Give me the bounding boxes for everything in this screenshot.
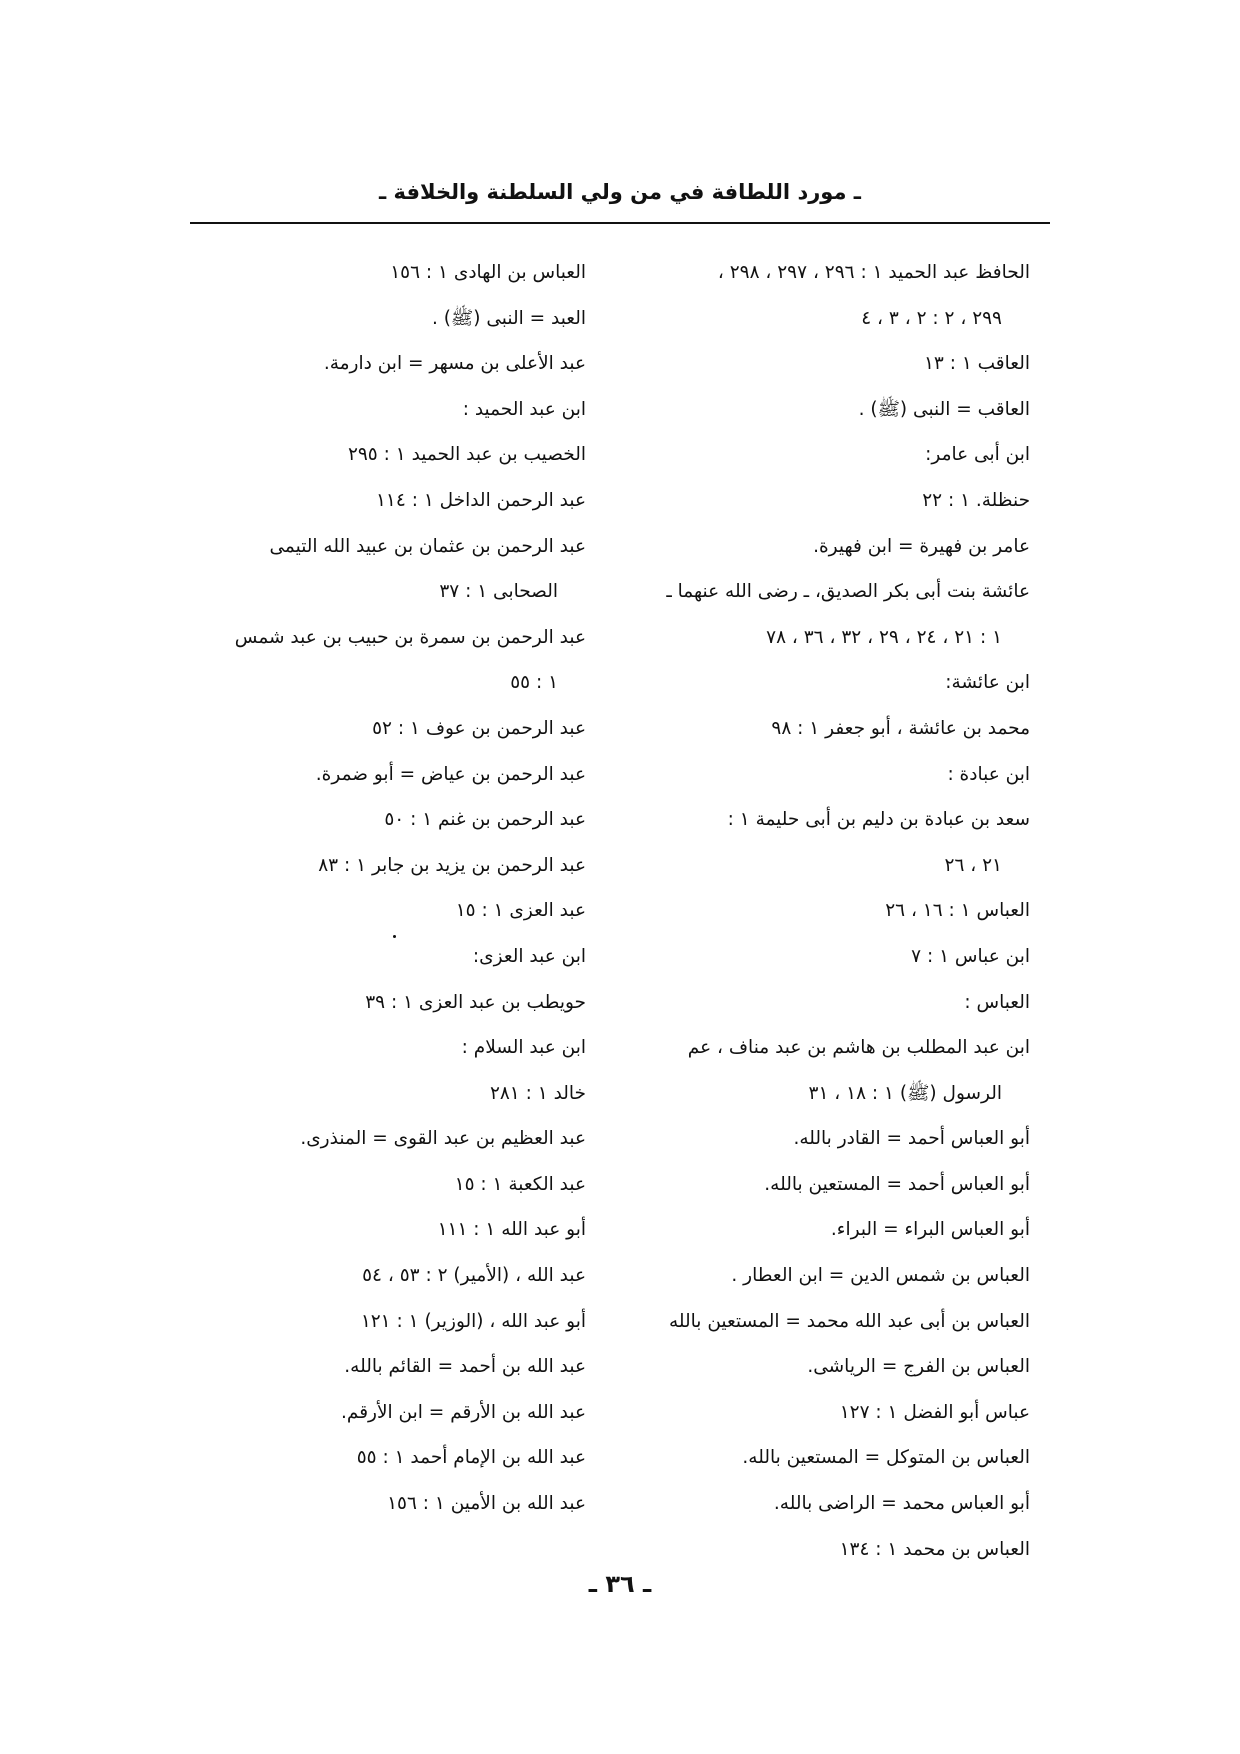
index-column-left [186,250,586,1527]
index-entry: ٢٩٩ ، ٢ : ٢ ، ٣ ، ٤ [861,307,1002,329]
index-entry: العاقب = النبى (ﷺ) . [858,398,1030,420]
index-entry: ابن عائشة: [945,672,1030,694]
index-entry: الحافظ عبد الحميد ١ : ٢٩٦ ، ٢٩٧ ، ٢٩٨ ، [717,262,1030,283]
index-entry: ابن عباس ١ : ٧ [911,945,1030,967]
page-number: ـ ٣٦ ـ [588,1570,652,1598]
index-entry: الرسول (ﷺ) ١ : ١٨ ، ٣١ [808,1082,1002,1104]
index-entry: الخصيب بن عبد الحميد ١ : ٢٩٥ [347,444,586,466]
index-entry: سعد بن عبادة بن دليم بن أبى حليمة ١ : [727,809,1030,831]
index-entry: عبد الرحمن بن عوف ١ : ٥٢ [372,717,586,739]
index-entry: ٢١ ، ٢٦ [944,854,1002,876]
index-entry: ١ : ٢١ ، ٢٤ ، ٢٩ ، ٣٢ ، ٣٦ ، ٧٨ [766,626,1002,648]
index-entry: عبد الله بن الأمين ١ : ١٥٦ [387,1493,586,1515]
index-entry: خالد ١ : ٢٨١ [489,1082,586,1104]
index-entry: حويطب بن عبد العزى ١ : ٣٩ [365,991,586,1013]
index-entry: العباس بن المتوكل = المستعين بالله. [742,1447,1030,1469]
index-entry: ابن عبد العزى: [472,945,586,967]
stray-dot [393,935,396,938]
index-entry: عائشة بنت أبى بكر الصديق، ـ رضى الله عنهما ـ [666,581,1030,603]
index-entry: عبد الرحمن الداخل ١ : ١١٤ [376,489,586,511]
index-entry: عبد الله بن أحمد = القائم بالله. [344,1356,586,1378]
index-entry: العباس : [964,991,1030,1013]
index-entry: عبد الرحمن بن يزيد بن جابر ١ : ٨٣ [318,854,586,876]
index-entry: الصحابى ١ : ٣٧ [439,581,558,603]
index-entry: أبو العباس أحمد = المستعين بالله. [764,1173,1030,1195]
index-entry: عبد العظيم بن عبد القوى = المنذرى. [300,1128,586,1150]
index-entry: حنظلة. ١ : ٢٢ [922,489,1030,511]
index-entry: عبد الرحمن بن عثمان بن عبيد الله التيمى [269,535,586,557]
index-entry: عبد الرحمن بن غنم ١ : ٥٠ [384,809,586,831]
index-entry: ١ : ٥٥ [510,672,558,694]
index-entry: أبو العباس البراء = البراء. [830,1219,1030,1241]
page-header-title: ـ مورد اللطافة في من ولي السلطنة والخلافة ـ [379,180,861,204]
index-entry: عبد الله بن الإمام أحمد ١ : ٥٥ [356,1447,586,1469]
index-entry: العبد = النبى (ﷺ) . [431,307,586,329]
index-entry: العاقب ١ : ١٣ [923,353,1030,375]
index-entry: عبد الله بن الأرقم = ابن الأرقم. [341,1401,586,1423]
index-entry: العباس بن محمد ١ : ١٣٤ [839,1538,1030,1560]
index-entry: عامر بن فهيرة = ابن فهيرة. [813,535,1030,557]
index-entry: أبو العباس أحمد = القادر بالله. [793,1128,1030,1150]
index-entry: أبو العباس محمد = الراضى بالله. [773,1493,1030,1515]
index-entry: ابن عبادة : [947,763,1030,785]
index-entry: العباس ١ : ١٦ ، ٢٦ [885,900,1030,922]
index-entry: ابن عبد الحميد : [462,398,586,420]
index-entry: عبد الأعلى بن مسهر = ابن دارمة. [323,353,586,375]
index-entry: العباس بن أبى عبد الله محمد = المستعين بالله [668,1310,1030,1332]
index-entry: ابن أبى عامر: [925,444,1030,466]
index-entry: العباس بن شمس الدين = ابن العطار . [731,1265,1030,1287]
index-entry: عبد العزى ١ : ١٥ [455,900,586,922]
index-entry: ابن عبد المطلب بن هاشم بن عبد مناف ، عم [687,1037,1030,1059]
header-divider [190,222,1050,224]
index-entry: ابن عبد السلام : [461,1037,586,1059]
index-entry: أبو عبد الله ، (الوزير) ١ : ١٢١ [360,1310,586,1332]
index-entry: عبد الكعبة ١ : ١٥ [454,1173,586,1195]
index-entry: عباس أبو الفضل ١ : ١٢٧ [839,1401,1030,1423]
index-entry: محمد بن عائشة ، أبو جعفر ١ : ٩٨ [771,717,1030,739]
index-entry: عبد الرحمن بن عياض = أبو ضمرة. [315,763,586,785]
index-entry: العباس بن الفرج = الرياشى. [807,1356,1030,1378]
index-entry: عبد الله ، (الأمير) ٢ : ٥٣ ، ٥٤ [362,1265,586,1287]
index-entry: عبد الرحمن بن سمرة بن حبيب بن عبد شمس [234,626,586,648]
index-entry: العباس بن الهادى ١ : ١٥٦ [390,262,586,283]
index-column-right [640,250,1030,1572]
index-entry: أبو عبد الله ١ : ١١١ [437,1219,586,1241]
